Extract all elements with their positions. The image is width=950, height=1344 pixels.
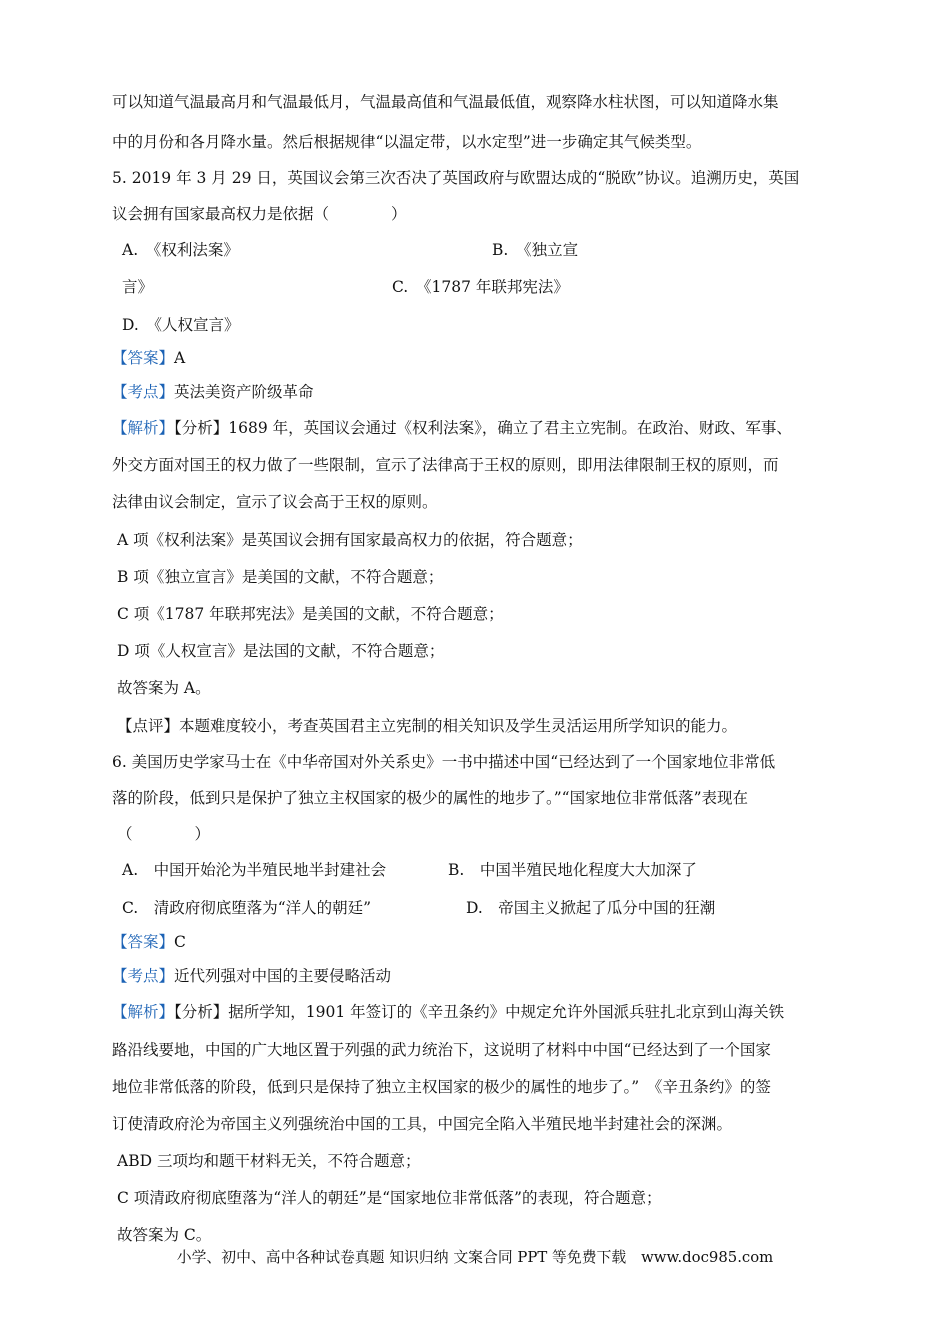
- q6-jiexi-line-3: 地位非常低落的阶段，低到只是保持了独立主权国家的极少的属性的地步了。” 《辛丑条约》的签: [112, 1078, 771, 1096]
- q6-jiexi-line-4: 订使清政府沦为帝国主义列强统治中国的工具，中国完全陷入半殖民地半封建社会的深渊。: [112, 1115, 733, 1133]
- jiexi-tag: 【解析】: [112, 1003, 175, 1021]
- q6-conclusion: 故答案为 C。: [117, 1226, 212, 1244]
- q5-option-b: B. 《独立宣: [492, 241, 579, 259]
- q5-option-a: A. 《权利法案》: [122, 241, 239, 259]
- q6-jiexi-line-1: [112, 1002, 784, 1022]
- answer-value: C: [174, 933, 186, 951]
- q6-option-c: C. 清政府彻底堕落为“洋人的朝廷”: [122, 899, 372, 917]
- q5-jiexi-line-2: 外交方面对国王的权力做了一些限制，宣示了法律高于王权的原则，即用法律限制王权的原则，而: [112, 456, 779, 474]
- q6-option-d: D. 帝国主义掀起了瓜分中国的狂潮: [466, 899, 716, 917]
- q5-kaodian: [112, 382, 314, 402]
- q6-analysis-c: C 项清政府彻底堕落为“洋人的朝廷”是“国家地位非常低落”的表现，符合题意；: [117, 1189, 662, 1207]
- footer-download-banner: 小学、初中、高中各种试卷真题 知识归纳 文案合同 PPT 等免费下载 www.doc985.com: [176, 1248, 774, 1266]
- q5-analysis-c: C 项《1787 年联邦宪法》是美国的文献，不符合题意；: [117, 605, 504, 623]
- q5-conclusion: 故答案为 A。: [117, 679, 211, 697]
- kaodian-value: 英法美资产阶级革命: [174, 383, 314, 401]
- q5-option-d: D. 《人权宣言》: [122, 316, 240, 334]
- q5-option-c: C. 《1787 年联邦宪法》: [392, 278, 569, 296]
- answer-tag: 【答案】: [112, 349, 175, 367]
- q6-answer: [112, 932, 186, 952]
- q5-jiexi-line-3: 法律由议会制定，宣示了议会高于王权的原则。: [112, 493, 438, 511]
- q5-comment: 【点评】本题难度较小，考查英国君主立宪制的相关知识及学生灵活运用所学知识的能力。: [117, 717, 738, 735]
- jiexi-tag: 【解析】: [112, 419, 175, 437]
- q5-stem-line-2: 议会拥有国家最高权力是依据（ ）: [112, 205, 407, 223]
- kaodian-tag: 【考点】: [112, 383, 175, 401]
- kaodian-tag: 【考点】: [112, 967, 175, 985]
- jiexi-text: 【分析】据所学知，1901 年签订的《辛丑条约》中规定允许外国派兵驻扎北京到山海关铁: [174, 1003, 785, 1021]
- q5-analysis-d: D 项《人权宣言》是法国的文献，不符合题意；: [117, 642, 445, 660]
- answer-tag: 【答案】: [112, 933, 175, 951]
- q5-analysis-a: A 项《权利法案》是英国议会拥有国家最高权力的依据，符合题意；: [117, 531, 583, 549]
- intro-line-1: 可以知道气温最高月和气温最低月，气温最高值和气温最低值，观察降水柱状图，可以知道降水集: [112, 93, 779, 111]
- q6-option-b: B. 中国半殖民地化程度大大加深了: [448, 861, 697, 879]
- q6-kaodian: [112, 966, 391, 986]
- kaodian-value: 近代列强对中国的主要侵略活动: [174, 967, 392, 985]
- q5-analysis-b: B 项《独立宣言》是美国的文献，不符合题意；: [117, 568, 444, 586]
- q6-analysis-abd: ABD 三项均和题干材料无关，不符合题意；: [117, 1152, 421, 1170]
- q6-option-a: A. 中国开始沦为半殖民地半封建社会: [122, 861, 387, 879]
- q6-stem-line-3: （ ）: [117, 825, 211, 843]
- q5-answer: [112, 348, 185, 368]
- q6-stem-line-1: 6. 美国历史学家马士在《中华帝国对外关系史》一书中描述中国“已经达到了一个国家地位非常低: [112, 753, 776, 771]
- q5-option-b-continued: 言》: [122, 278, 154, 296]
- answer-value: A: [174, 349, 186, 367]
- q5-stem-line-1: 5. 2019 年 3 月 29 日，英国议会第三次否决了英国政府与欧盟达成的“脱欧”协议。追溯历史，英国: [112, 169, 800, 187]
- q6-jiexi-line-2: 路沿线要地，中国的广大地区置于列强的武力统治下，这说明了材料中中国“已经达到了一个国家: [112, 1041, 771, 1059]
- q6-stem-line-2: 落的阶段，低到只是保护了独立主权国家的极少的属性的地步了。”“国家地位非常低落”表现在: [112, 789, 749, 807]
- jiexi-text: 【分析】1689 年，英国议会通过《权利法案》，确立了君主立宪制。在政治、财政、军事、: [174, 419, 792, 437]
- q5-jiexi-line-1: [112, 418, 792, 438]
- intro-line-2: 中的月份和各月降水量。然后根据规律“以温定带，以水定型”进一步确定其气候类型。: [112, 133, 702, 151]
